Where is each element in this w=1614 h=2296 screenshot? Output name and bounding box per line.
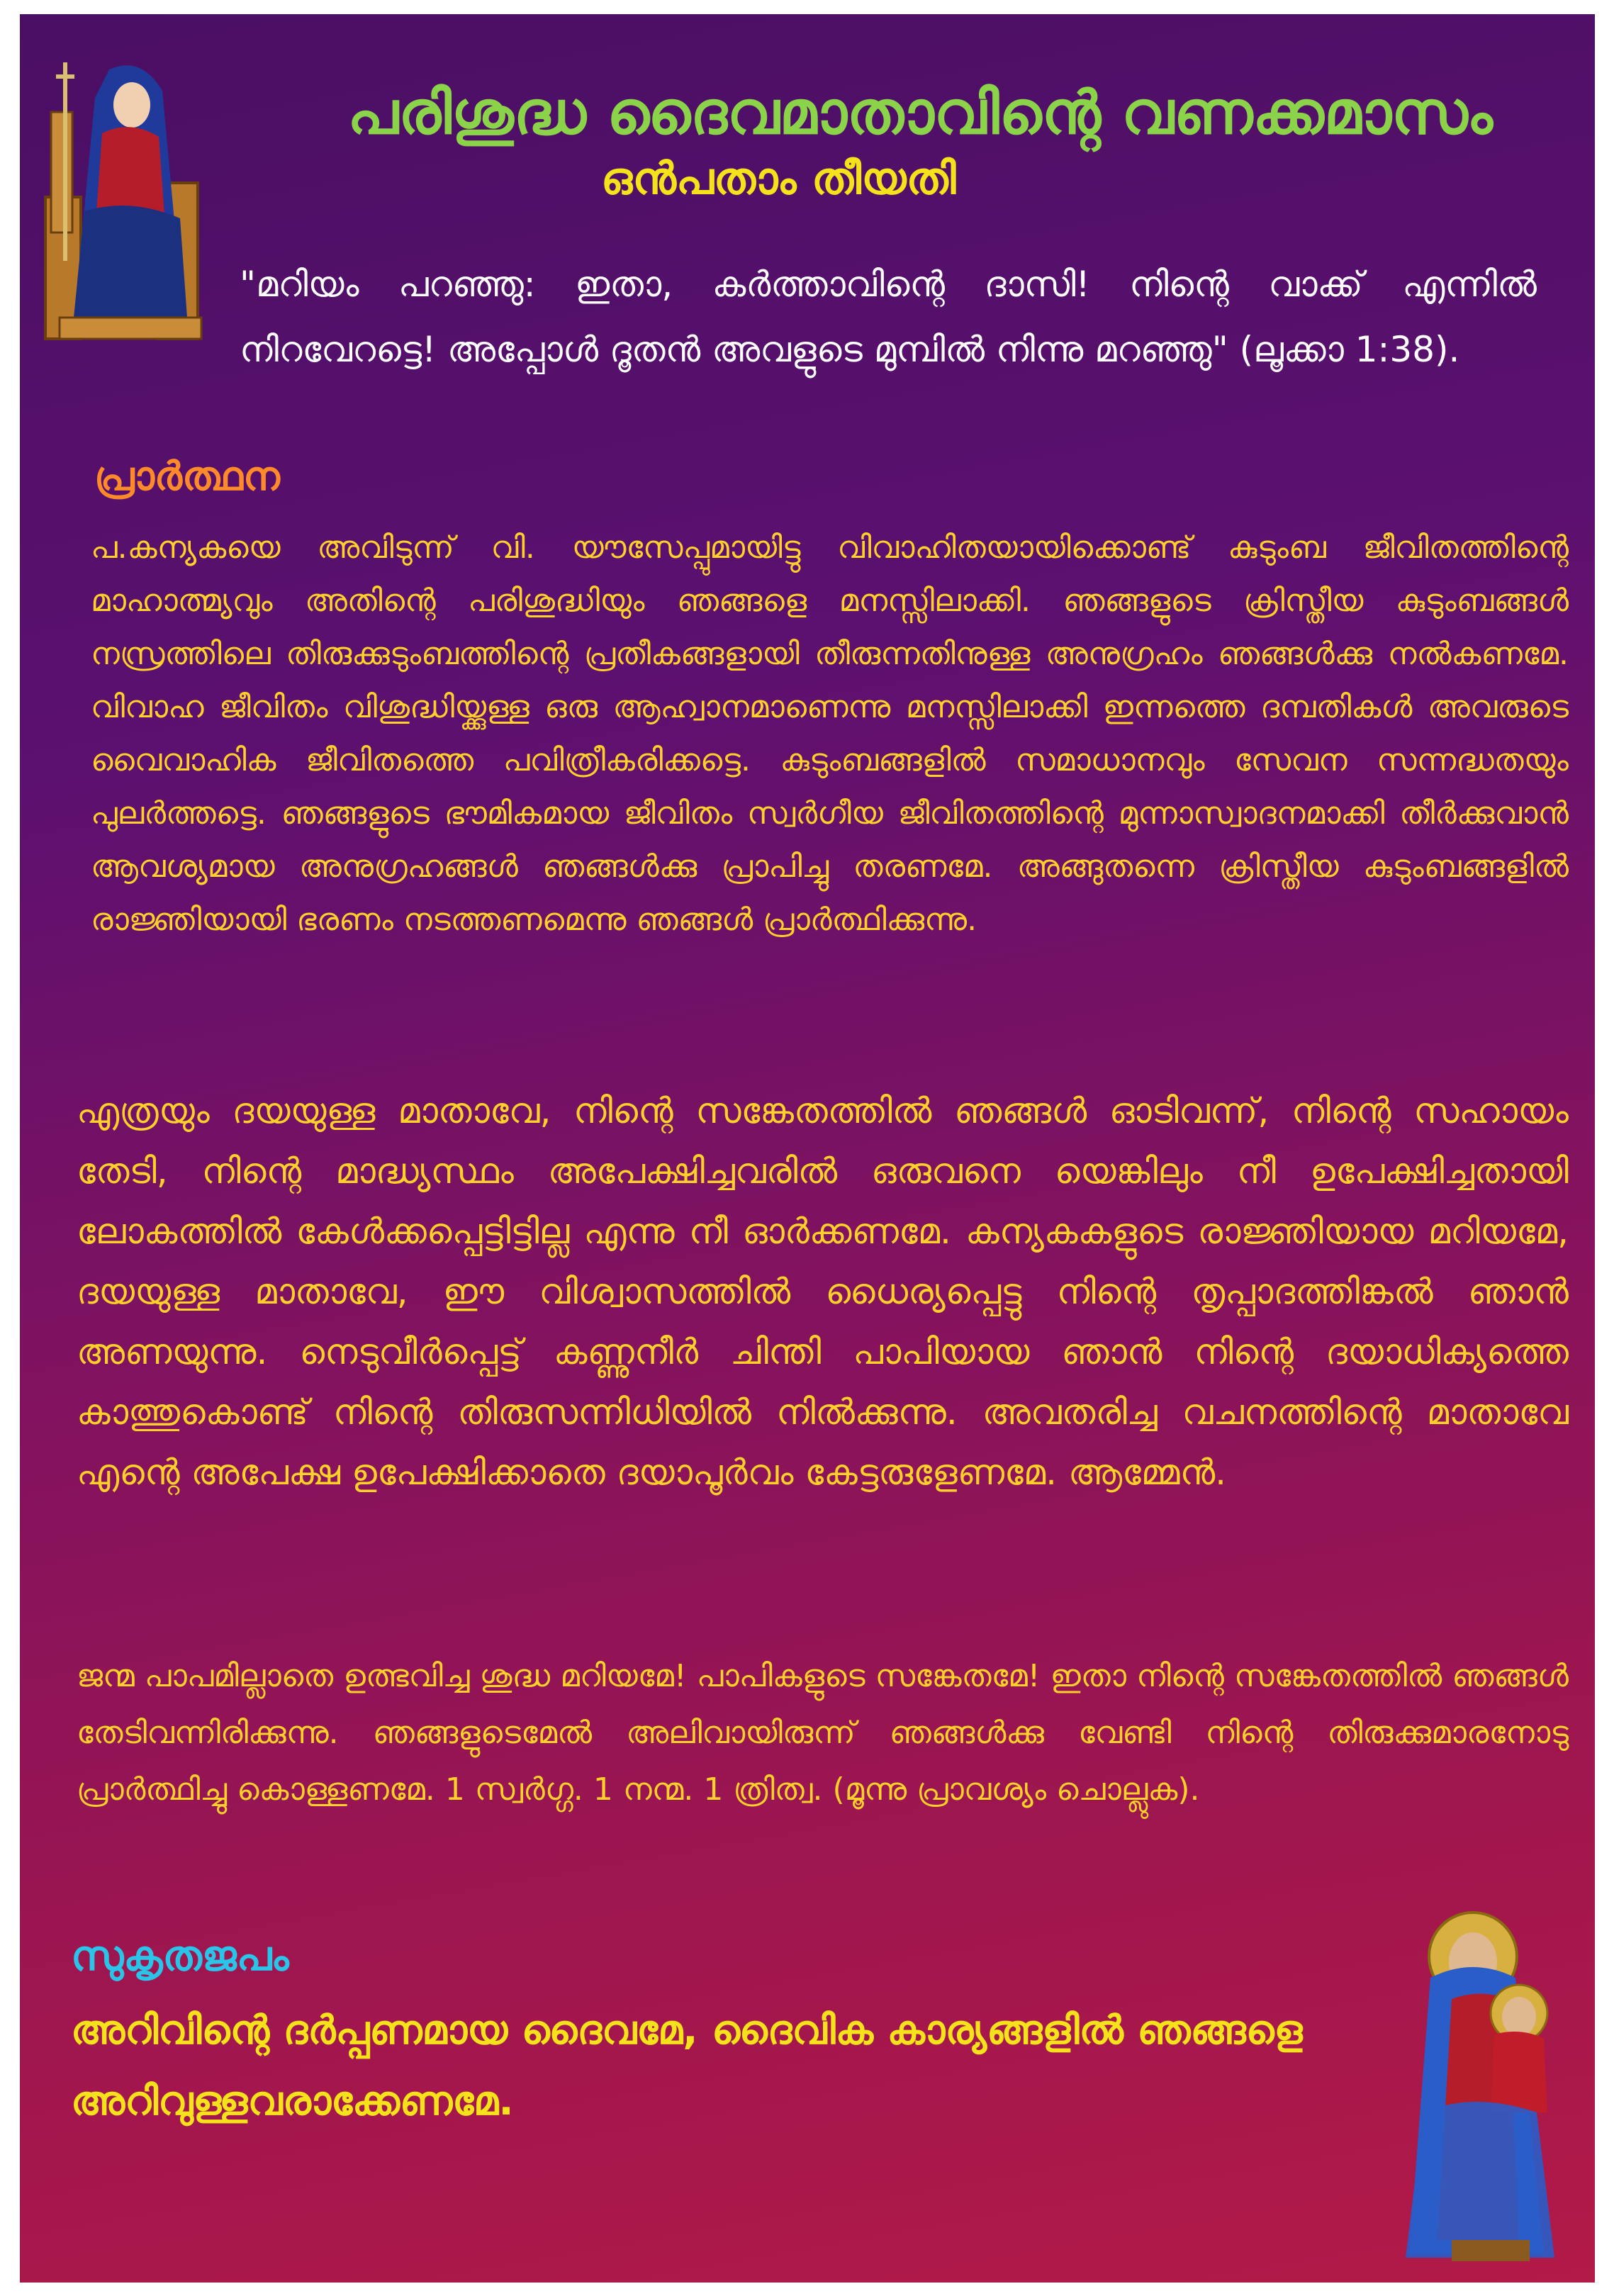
- prayer-heading: പ്രാർത്ഥന: [94, 454, 280, 500]
- scripture-quote: "മറിയം പറഞ്ഞു: ഇതാ, കർത്താവിന്റെ ദാസി! നിന്റെ വാക്ക് എന്നിൽ നിറവേറട്ടെ! അപ്പോൾ ദൂതൻ അവളുടെ മുമ്പിൽ നിന്നു മറഞ്ഞു" (ലൂക്കാ 1:38).: [240, 264, 1537, 370]
- our-lady-of-sorrows-icon: [20, 48, 230, 360]
- background-panel: [20, 14, 1595, 2283]
- madonna-and-child-icon: [1402, 1900, 1579, 2268]
- ejaculatory-text: അറിവിന്റെ ദർപ്പണമായ ദൈവമേ, ദൈവിക കാര്യങ്ങളിൽ ഞങ്ങളെ അറിവുള്ളവരാക്കേണമേ.: [71, 2007, 1303, 2124]
- prayer-paragraph: പ.കന്യകയെ അവിടുന്ന് വി. യൗസേപ്പുമായിട്ടു വിവാഹിതയായിക്കൊണ്ട് കുടുംബ ജീവിതത്തിന്റെ മാഹാത്മ്യവും അതിന്റെ പരിശുദ്ധിയും ഞങ്ങളെ മനസ്സിലാക്കി. ഞങ്ങളുടെ ക്രിസ്തീയ കുടുംബങ്ങൾ നസ്രത്തിലെ തിരുക്കുടുംബത്തിന്റെ പ്രതീകങ്ങളായി തീരുന്നതിനുള്ള അനുഗ്രഹം ഞങ്ങൾക്കു നൽകണമേ. വിവാഹ ജീവിതം വിശുദ്ധിയ്ക്കുള്ള ഒരു ആഹ്വാനമാണെന്നു മനസ്സിലാക്കി ഇന്നത്തെ ദമ്പതികൾ അവരുടെ വൈവാഹിക ജീവിതത്തെ പവിത്രീകരിക്കട്ടെ. കുടുംബങ്ങളിൽ സമാധാനവും സേവന സന്നദ്ധതയും പുലർത്തട്ടെ. ഞങ്ങളുടെ ഭൗമികമായ ജീവിതം സ്വർഗീയ ജീവിതത്തിന്റെ മുന്നാസ്വാദനമാക്കി തീർക്കുവാൻ ആവശ്യമായ അനുഗ്രഹങ്ങൾ ഞങ്ങൾക്കു പ്രാപിച്ചു തരണമേ. അങ്ങുതന്നെ ക്രിസ്തീയ കുടുംബങ്ങളിൽ രാജ്ഞിയായി ഭരണം നടത്തണമെന്നു ഞങ്ങൾ പ്രാർത്ഥിക്കുന്നു.: [91, 530, 1569, 938]
- memorare-paragraph: എത്രയും ദയയുള്ള മാതാവേ, നിന്റെ സങ്കേതത്തിൽ ഞങ്ങൾ ഓടിവന്ന്, നിന്റെ സഹായം തേടി, നിന്റെ മാദ്ധ്യസ്ഥം അപേക്ഷിച്ചവരിൽ ഒരുവനെ യെങ്കിലും നീ ഉപേക്ഷിച്ചതായി ലോകത്തിൽ കേൾക്കപ്പെട്ടിട്ടില്ല എന്നു നീ ഓർക്കണമേ. കന്യകകളുടെ രാജ്ഞിയായ മറിയമേ, ദയയുള്ള മാതാവേ, ഈ വിശ്വാസത്തിൽ ധൈര്യപ്പെട്ടു നിന്റെ തൃപ്പാദത്തിങ്കൽ ഞാൻ അണയുന്നു. നെടുവീർപ്പെട്ട് കണ്ണുനീർ ചിന്തി പാപിയായ ഞാൻ നിന്റെ ദയാധിക്യത്തെ കാത്തുകൊണ്ട് നിന്റെ തിരുസന്നിധിയിൽ നിൽക്കുന്നു. അവതരിച്ച വചനത്തിന്റെ മാതാവേ എന്റെ അപേക്ഷ ഉപേക്ഷിക്കാതെ ദയാപൂർവം കേട്ടരുളേണമേ. ആമ്മേൻ.: [77, 1090, 1569, 1493]
- page-subtitle: ഒൻപതാം തീയതി: [601, 152, 956, 204]
- page-title: പരിശുദ്ധ ദൈവമാതാവിന്റെ വണക്കമാസം: [347, 78, 1493, 147]
- ejaculatory-heading: സുകൃതജപം: [71, 1932, 289, 1980]
- immaculate-prayer-paragraph: ജന്മ പാപമില്ലാതെ ഉത്ഭവിച്ച ശുദ്ധ മറിയമേ! പാപികളുടെ സങ്കേതമേ! ഇതാ നിന്റെ സങ്കേതത്തിൽ ഞങ്ങൾ തേടിവന്നിരിക്കുന്നു. ഞങ്ങളുടെമേൽ അലിവായിരുന്ന് ഞങ്ങൾക്കു വേണ്ടി നിന്റെ തിരുക്കുമാരനോടു പ്രാർത്ഥിച്ചു കൊള്ളണമേ. 1 സ്വർഗ്ഗ. 1 നന്മ. 1 ത്രിത്വ. (മൂന്നു പ്രാവശ്യം ചൊല്ലുക).: [77, 1658, 1569, 1808]
